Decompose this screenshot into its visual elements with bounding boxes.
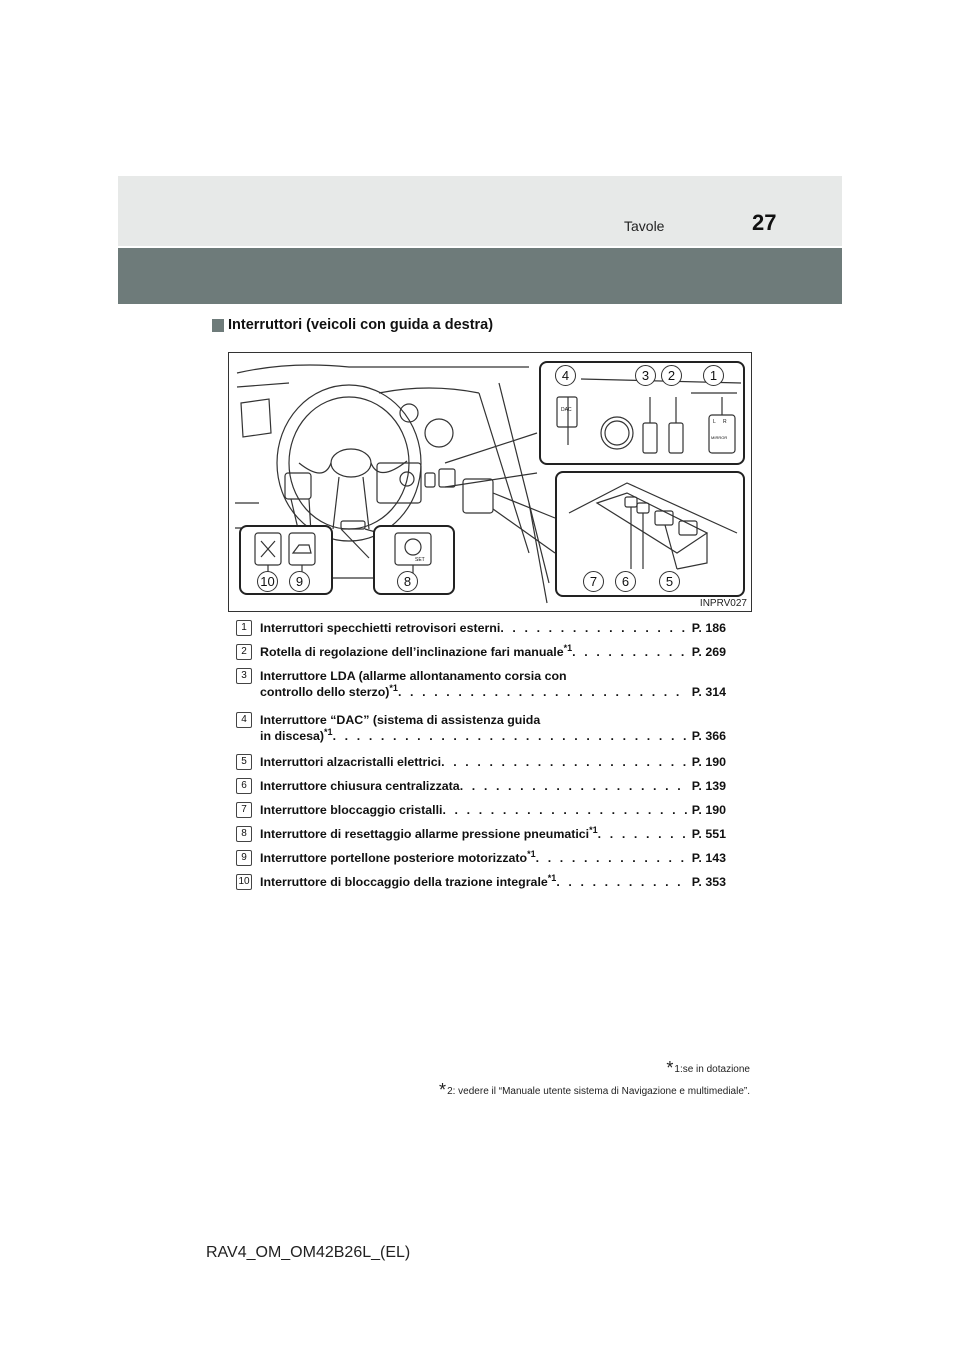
page-reference[interactable]: P. 269: [691, 645, 726, 659]
item-number: 9: [236, 850, 252, 866]
item-label: Interruttori alzacristalli elettrici: [260, 755, 442, 769]
page-reference[interactable]: P. 366: [691, 729, 726, 743]
callout-10: 10: [257, 571, 278, 592]
footnote-ref: *1: [324, 727, 333, 737]
item-number: 4: [236, 712, 252, 728]
page-reference[interactable]: P. 353: [691, 875, 726, 889]
item-number: 1: [236, 620, 252, 636]
page-reference[interactable]: P. 190: [691, 755, 726, 769]
mirror-r-label: R: [723, 419, 727, 425]
item-number: 5: [236, 754, 252, 770]
footnote-ref: *1: [389, 683, 398, 693]
item-number: 10: [236, 874, 252, 890]
header-dark-band: [118, 248, 842, 304]
item-label-cont: controllo dello sterzo): [260, 685, 390, 699]
footnote-ref: *1: [547, 873, 557, 883]
item-label-cont: in discesa): [260, 729, 325, 743]
dac-label: DAC: [561, 407, 572, 413]
inset-4wd-drawing: [241, 527, 331, 593]
item-label: Interruttore bloccaggio cristalli: [260, 803, 443, 817]
callout-2: 2: [661, 365, 682, 386]
item-label: Rotella di regolazione dell’inclinazione fari manuale: [260, 645, 564, 659]
figure-code: INPRV027: [699, 598, 747, 609]
page-reference[interactable]: P. 143: [691, 851, 726, 865]
callout-1: 1: [703, 365, 724, 386]
page-reference[interactable]: P. 314: [691, 685, 726, 699]
callout-3: 3: [635, 365, 656, 386]
item-label: Interruttore “DAC” (sistema di assistenza guida: [260, 713, 541, 727]
item-label: Interruttore chiusura centralizzata: [260, 779, 460, 793]
inset-4wd-tailgate-switches: [239, 525, 333, 595]
section-title: Interruttori (veicoli con guida a destra): [228, 317, 494, 333]
footnote-1: *1:se in dotazione: [666, 1058, 750, 1078]
mirror-text-label: MIRROR: [711, 435, 728, 440]
section-marker-icon: [212, 319, 224, 332]
page-reference[interactable]: P. 551: [691, 827, 726, 841]
item-number: 8: [236, 826, 252, 842]
switches-illustration: [228, 352, 752, 612]
item-label: Interruttore di bloccaggio della trazione integrale: [260, 875, 548, 889]
footnote-ref: *1: [563, 643, 573, 653]
callout-8: 8: [397, 571, 418, 592]
page-reference[interactable]: P. 139: [691, 779, 726, 793]
mirror-l-label: L: [713, 419, 716, 425]
item-label: Interruttore portellone posteriore motorizzato: [260, 851, 528, 865]
page-reference[interactable]: P. 186: [691, 621, 726, 635]
header-section-name: Tavole: [624, 218, 665, 234]
document-id: RAV4_OM_OM42B26L_(EL): [206, 1244, 411, 1261]
page-number: 27: [752, 210, 777, 235]
item-label: Interruttore di resettaggio allarme pressione pneumatici: [260, 827, 590, 841]
callout-4: 4: [555, 365, 576, 386]
footnote-ref: *1: [589, 825, 598, 835]
footnote-2: *2: vedere il “Manuale utente sistema di Navigazione e multimediale”.: [439, 1080, 750, 1100]
item-label: Interruttore LDA (allarme allontanamento corsia con: [260, 669, 567, 683]
item-number: 6: [236, 778, 252, 794]
header-band: [118, 176, 842, 246]
item-number: 2: [236, 644, 252, 660]
footnote-ref: *1: [527, 849, 536, 859]
item-number: 7: [236, 802, 252, 818]
callout-5: 5: [659, 571, 680, 592]
set-label: SET: [415, 557, 425, 563]
item-label: Interruttori specchietti retrovisori esterni: [260, 621, 501, 635]
item-number: 3: [236, 668, 252, 684]
callout-9: 9: [289, 571, 310, 592]
callout-7: 7: [583, 571, 604, 592]
page-reference[interactable]: P. 190: [691, 803, 726, 817]
callout-6: 6: [615, 571, 636, 592]
